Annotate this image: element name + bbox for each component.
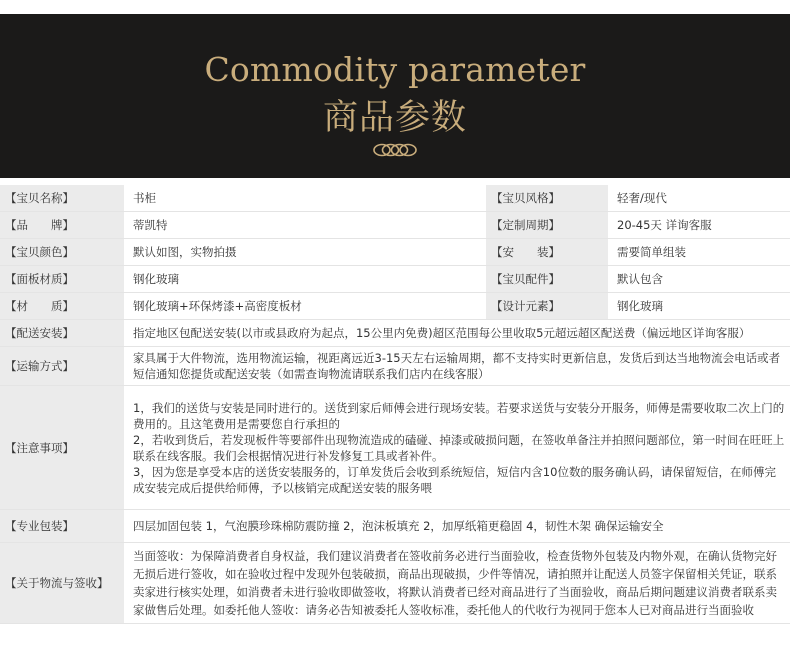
title-english: Commodity parameter <box>204 50 586 89</box>
param-label: 【宝贝颜色】 <box>0 239 124 265</box>
detail-value: 当面签收：为保障消费者自身权益，我们建议消费者在签收前务必进行当面验收，检查货物外包装及内物外观，在确认货物完好无损后进行签收，如在验收过程中发现外包装破损，商品出现破损，少件等情况，请拍照并让配送人员签字保留相关凭证，联系卖家进行核实处理，如消费者未进行验收即做签收，将默认消费者已经对商品进行了当面验收，商品后期问题建议消费者联系卖家做售后处理。如委托他人签收：请务必告知被委托人签收标准，委托他人的代收行为视同于您本人已对商品进行当面验收 <box>133 549 777 617</box>
detail-label: 【关于物流与签收】 <box>0 543 124 623</box>
detail-label: 【配送安装】 <box>0 320 124 346</box>
table-row <box>0 266 790 293</box>
table-row <box>0 510 790 543</box>
detail-label: 【运输方式】 <box>0 347 124 385</box>
title-chinese: 商品参数 <box>322 98 467 138</box>
param-label: 【设计元素】 <box>486 293 608 319</box>
detail-value: 四层加固包装 1，气泡膜珍珠棉防震防撞 2，泡沫板填充 2，加厚纸箱更稳固 4，韧性木架 确保运输安全 <box>133 519 664 533</box>
param-value: 书柜 <box>126 185 484 211</box>
detail-label: 【专业包装】 <box>0 510 124 542</box>
detail-value: 1，我们的送货与安装是同时进行的。送货到家后师傅会进行现场安装。若要求送货与安装分开服务，师傅是需要收取二次上门的费用的。且这笔费用是需要您自行承担的 2，若收到货后，若发现板件等要部件出现物流造成的磕碰、掉漆或破损问题，在签收单备注并拍照问题部位，第一时间在旺旺上联系在线客服。我们会根据情况进行补发修复工具或者补件。 3，因为您是享受本店的送货安装服务的，订单发货后会收到系统短信，短信内含10位数的服务确认码，请保留短信，在师傅完成安装完成后提供给师傅，予以核销完成配送安装的服务喂 <box>133 400 785 495</box>
param-value: 默认包含 <box>610 266 790 292</box>
table-row <box>0 320 790 347</box>
detail-label: 【注意事项】 <box>0 386 124 509</box>
table-row <box>0 239 790 266</box>
param-value: 钢化玻璃 <box>126 266 484 292</box>
interlocking-rings-ornament-icon <box>372 140 418 160</box>
param-value: 蒂凯特 <box>126 212 484 238</box>
table-row <box>0 347 790 386</box>
param-label: 【材 质】 <box>0 293 124 319</box>
detail-cell <box>126 347 790 385</box>
param-label: 【安 装】 <box>486 239 608 265</box>
detail-cell <box>126 510 790 542</box>
detail-cell <box>126 543 790 623</box>
table-row <box>0 386 790 510</box>
header-banner <box>0 14 790 178</box>
param-value: 钢化玻璃 <box>610 293 790 319</box>
param-value: 默认如图，实物拍摄 <box>126 239 484 265</box>
table-row <box>0 212 790 239</box>
param-label: 【宝贝名称】 <box>0 185 124 211</box>
param-label: 【面板材质】 <box>0 266 124 292</box>
parameter-table <box>0 185 790 624</box>
detail-cell <box>126 386 790 509</box>
param-value: 钢化玻璃+环保烤漆+高密度板材 <box>126 293 484 319</box>
param-label: 【宝贝配件】 <box>486 266 608 292</box>
table-row <box>0 185 790 212</box>
param-value: 轻奢/现代 <box>610 185 790 211</box>
param-label: 【品 牌】 <box>0 212 124 238</box>
param-label: 【宝贝风格】 <box>486 185 608 211</box>
table-row <box>0 293 790 320</box>
param-label: 【定制周期】 <box>486 212 608 238</box>
table-row <box>0 543 790 624</box>
param-value: 需要简单组装 <box>610 239 790 265</box>
detail-value: 指定地区包配送安装(以市或县政府为起点，15公里内免费)超区范围每公里收取5元超远超区配送费（偏远地区详询客服） <box>133 326 751 340</box>
param-value: 20-45天 详询客服 <box>610 212 790 238</box>
detail-cell <box>126 320 790 346</box>
detail-value: 家具属于大件物流，选用物流运输，视距离远近3-15天左右运输周期，都不支持实时更新信息，发货后到达当地物流会电话或者短信通知您提货或配送安装（如需查询物流请联系我们店内在线客服） <box>133 351 781 381</box>
